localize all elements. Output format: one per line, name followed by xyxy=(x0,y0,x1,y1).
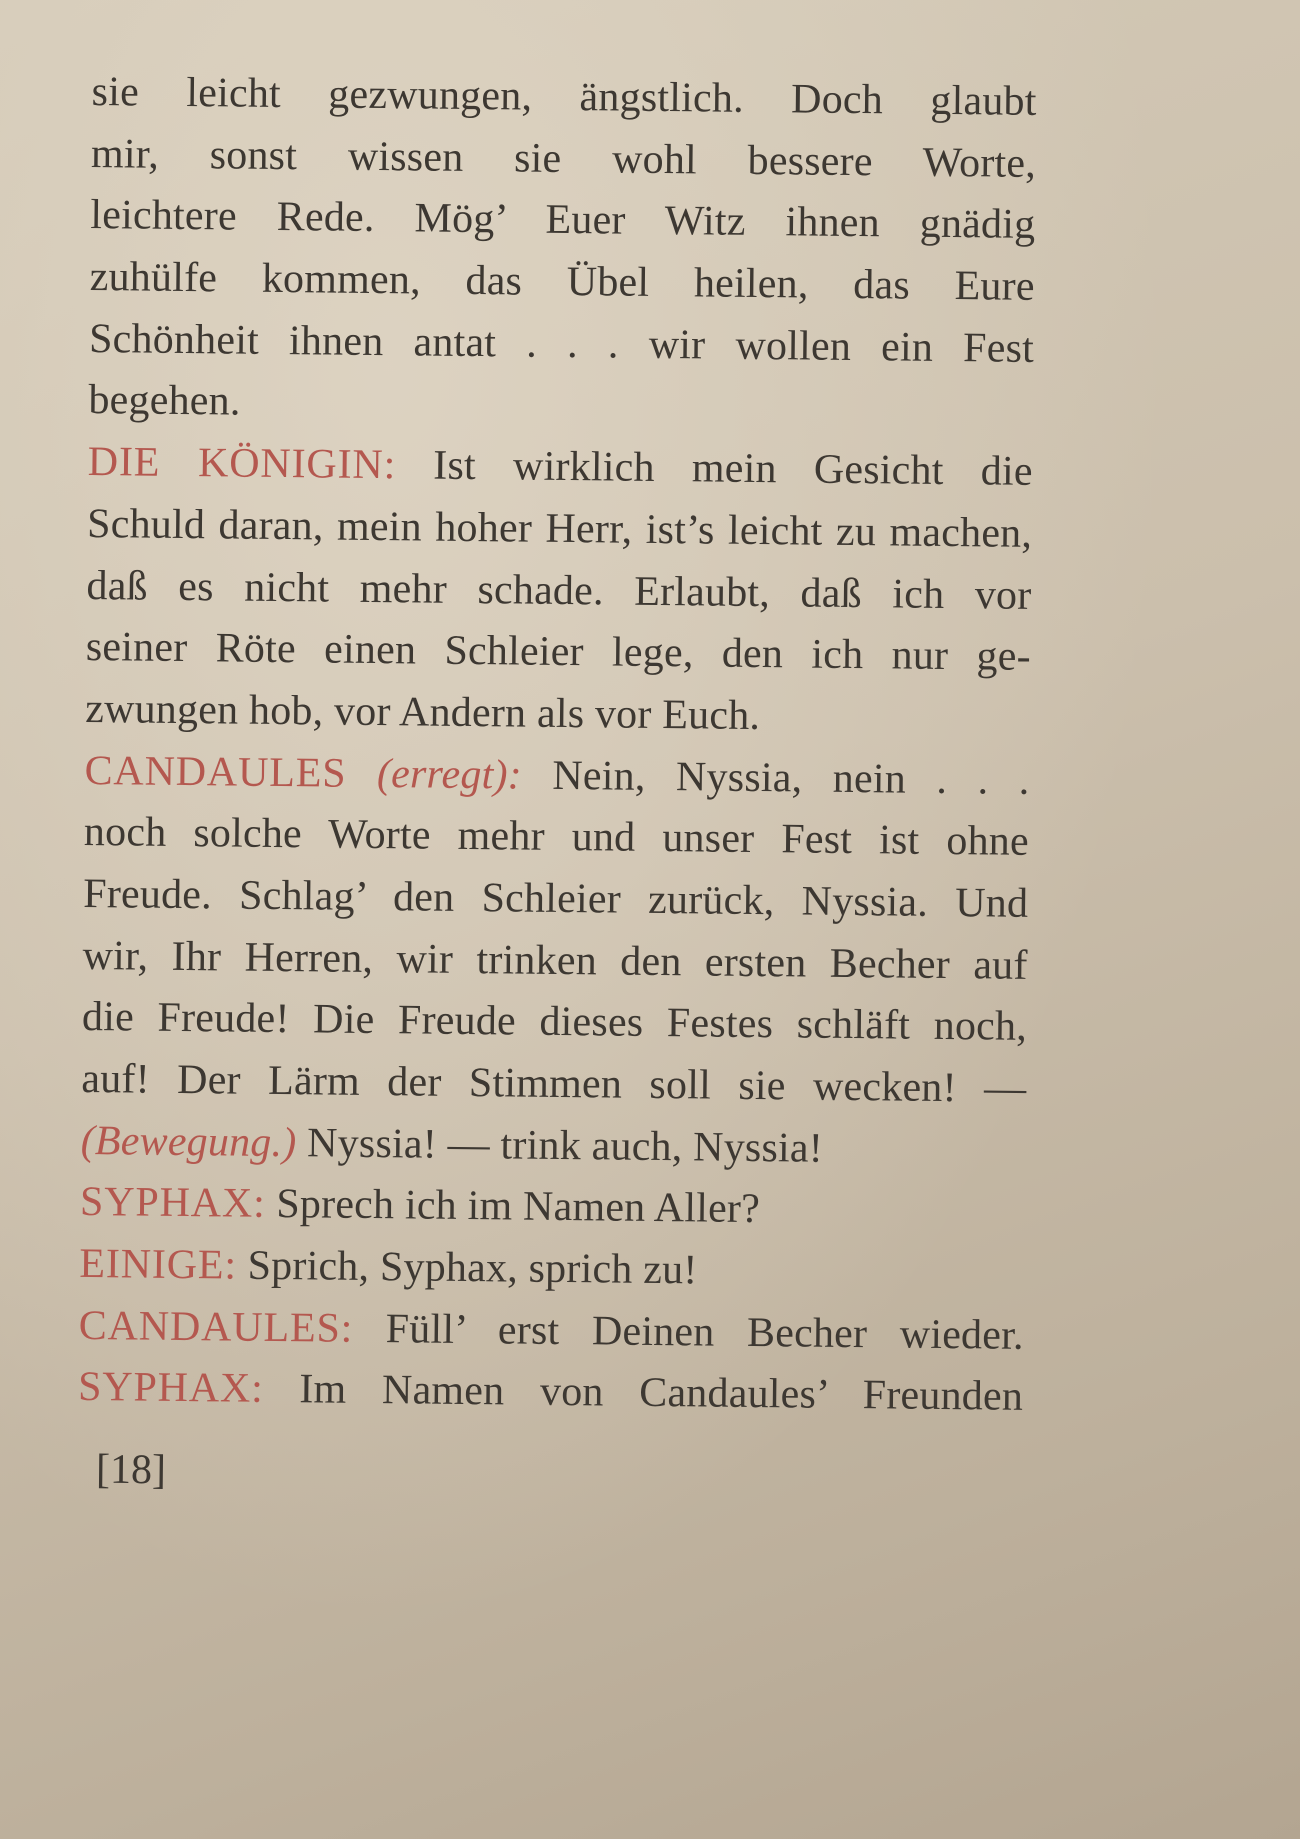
line-text: Freude. Schlag’ den Schleier zurück, Nyssia. Und xyxy=(83,870,1029,927)
line-text: sie leicht gezwungen, ängstlich. Doch glaubt xyxy=(91,68,1037,125)
line-text: noch solche Worte mehr und unser Fest ist ohne xyxy=(83,809,1030,866)
speaker-name: DIE KÖNIGIN: xyxy=(87,439,397,489)
text-line xyxy=(87,432,1033,504)
text-line xyxy=(84,802,1030,874)
text-line xyxy=(80,1172,1026,1244)
text-line xyxy=(86,617,1032,689)
text-line xyxy=(90,185,1036,257)
speaker-name: CANDAULES xyxy=(84,747,347,797)
line-text: leichtere Rede. Mög’ Euer Witz ihnen gnädig xyxy=(90,192,1036,249)
stage-direction: (erregt): xyxy=(376,750,523,799)
speaker-name: SYPHAX: xyxy=(79,1179,266,1228)
line-text: mir, sonst wissen sie wohl bessere Worte, xyxy=(90,130,1037,187)
text-line xyxy=(88,370,1034,442)
line-text: seiner Röte einen Schleier lege, den ich nur ge- xyxy=(85,624,1032,681)
text-line xyxy=(81,1049,1027,1121)
speaker-name: CANDAULES: xyxy=(78,1302,354,1352)
text-line xyxy=(83,864,1029,936)
line-text: wir, Ihr Herren, wir trinken den ersten Becher auf xyxy=(82,932,1028,989)
text-line xyxy=(87,494,1033,566)
line-text: Füll’ erst Deinen Becher wieder. xyxy=(385,1305,1024,1359)
line-text: zuhülfe kommen, das Übel heilen, das Eure xyxy=(89,254,1035,310)
line-text: auf! Der Lärm der Stimmen soll sie wecken! — xyxy=(81,1055,1027,1112)
play-text xyxy=(78,62,1037,1429)
line-text: Nyssia! — trink auch, Nyssia! xyxy=(306,1120,824,1172)
text-line xyxy=(82,926,1028,998)
line-text: begehen. xyxy=(88,377,241,426)
speaker-name: SYPHAX: xyxy=(77,1364,264,1413)
text-line xyxy=(78,1296,1024,1368)
stage-direction: (Bewegung.) xyxy=(80,1117,297,1166)
line-text: zwungen hob, vor Andern als vor Euch. xyxy=(84,685,761,739)
line-text: Schönheit ihnen antat . . . wir wollen ein Fest xyxy=(88,315,1035,372)
text-line xyxy=(79,1234,1025,1306)
text-line xyxy=(89,309,1035,381)
text-line xyxy=(80,1111,1026,1183)
text-line xyxy=(86,555,1032,627)
line-text: Nein, Nyssia, nein . . . xyxy=(552,752,1030,804)
line-text: Sprech ich im Namen Aller? xyxy=(276,1181,761,1233)
line-text: Schuld daran, mein hoher Herr, ist’s leicht zu machen, xyxy=(86,500,1033,557)
text-line xyxy=(82,987,1028,1059)
line-text: die Freude! Die Freude dieses Festes schläft noch, xyxy=(81,994,1028,1051)
page-number: [18] xyxy=(95,1446,167,1494)
text-line xyxy=(78,1357,1024,1429)
line-text: Sprich, Syphax, sprich zu! xyxy=(247,1242,698,1294)
text-line xyxy=(89,247,1035,319)
speaker-name: EINIGE: xyxy=(79,1240,238,1289)
text-line xyxy=(91,124,1037,196)
text-line xyxy=(91,62,1037,134)
text-line xyxy=(85,679,1031,751)
line-text: Ist wirklich mein Gesicht die xyxy=(433,442,1033,495)
line-text: daß es nicht mehr schade. Erlaubt, daß ich vor xyxy=(86,562,1032,619)
text-line xyxy=(84,741,1030,813)
line-text: Im Namen von Candaules’ Freunden xyxy=(299,1366,1024,1421)
